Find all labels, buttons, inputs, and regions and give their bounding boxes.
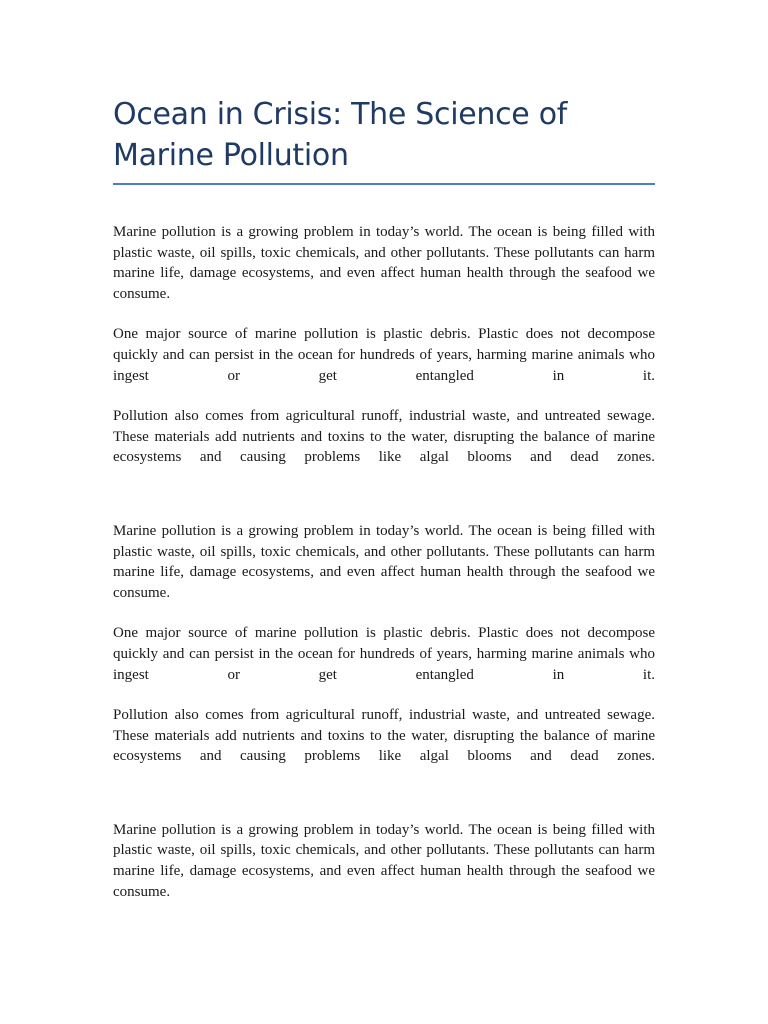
- document-section-2: [113, 521, 655, 767]
- body-paragraph: Marine pollution is a growing problem in today’s world. The ocean is being filled with plastic waste, oil spills, toxic chemicals, and other pollutants. These pollutants can harm marine life, damage ecosystems, and even affect human health through the seafood we consume.: [113, 224, 655, 302]
- body-paragraph: Marine pollution is a growing problem in today’s world. The ocean is being filled with plastic waste, oil spills, toxic chemicals, and other pollutants. These pollutants can harm marine life, damage ecosystems, and even affect human health through the seafood we consume.: [113, 821, 655, 900]
- body-paragraph: One major source of marine pollution is plastic debris. Plastic does not decompose quickly and can persist in the ocean for hundreds of years, harming marine animals who ingest or get entangled in it.: [113, 625, 655, 683]
- section-spacer: [113, 488, 655, 521]
- document-section-1: [113, 222, 655, 468]
- title-underline-divider: [113, 183, 655, 185]
- body-paragraph: Pollution also comes from agricultural runoff, industrial waste, and untreated sewage. These materials add nutrients and toxins to the water, disrupting the balance of marine ecosystems and causing problems like algal blooms and dead zones.: [113, 707, 655, 765]
- section-spacer: [113, 787, 655, 820]
- body-paragraph: One major source of marine pollution is plastic debris. Plastic does not decompose quickly and can persist in the ocean for hundreds of years, harming marine animals who ingest or get entangled in it.: [113, 326, 655, 384]
- body-paragraph: Marine pollution is a growing problem in today’s world. The ocean is being filled with plastic waste, oil spills, toxic chemicals, and other pollutants. These pollutants can harm marine life, damage ecosystems, and even affect human health through the seafood we consume.: [113, 522, 655, 601]
- body-paragraph: Pollution also comes from agricultural runoff, industrial waste, and untreated sewage. These materials add nutrients and toxins to the water, disrupting the balance of marine ecosystems and causing problems like algal blooms and dead zones.: [113, 408, 655, 466]
- document-section-3: [113, 820, 655, 902]
- document-page: [113, 94, 655, 922]
- document-title: Ocean in Crisis: The Science of Marine Pollution: [113, 97, 568, 173]
